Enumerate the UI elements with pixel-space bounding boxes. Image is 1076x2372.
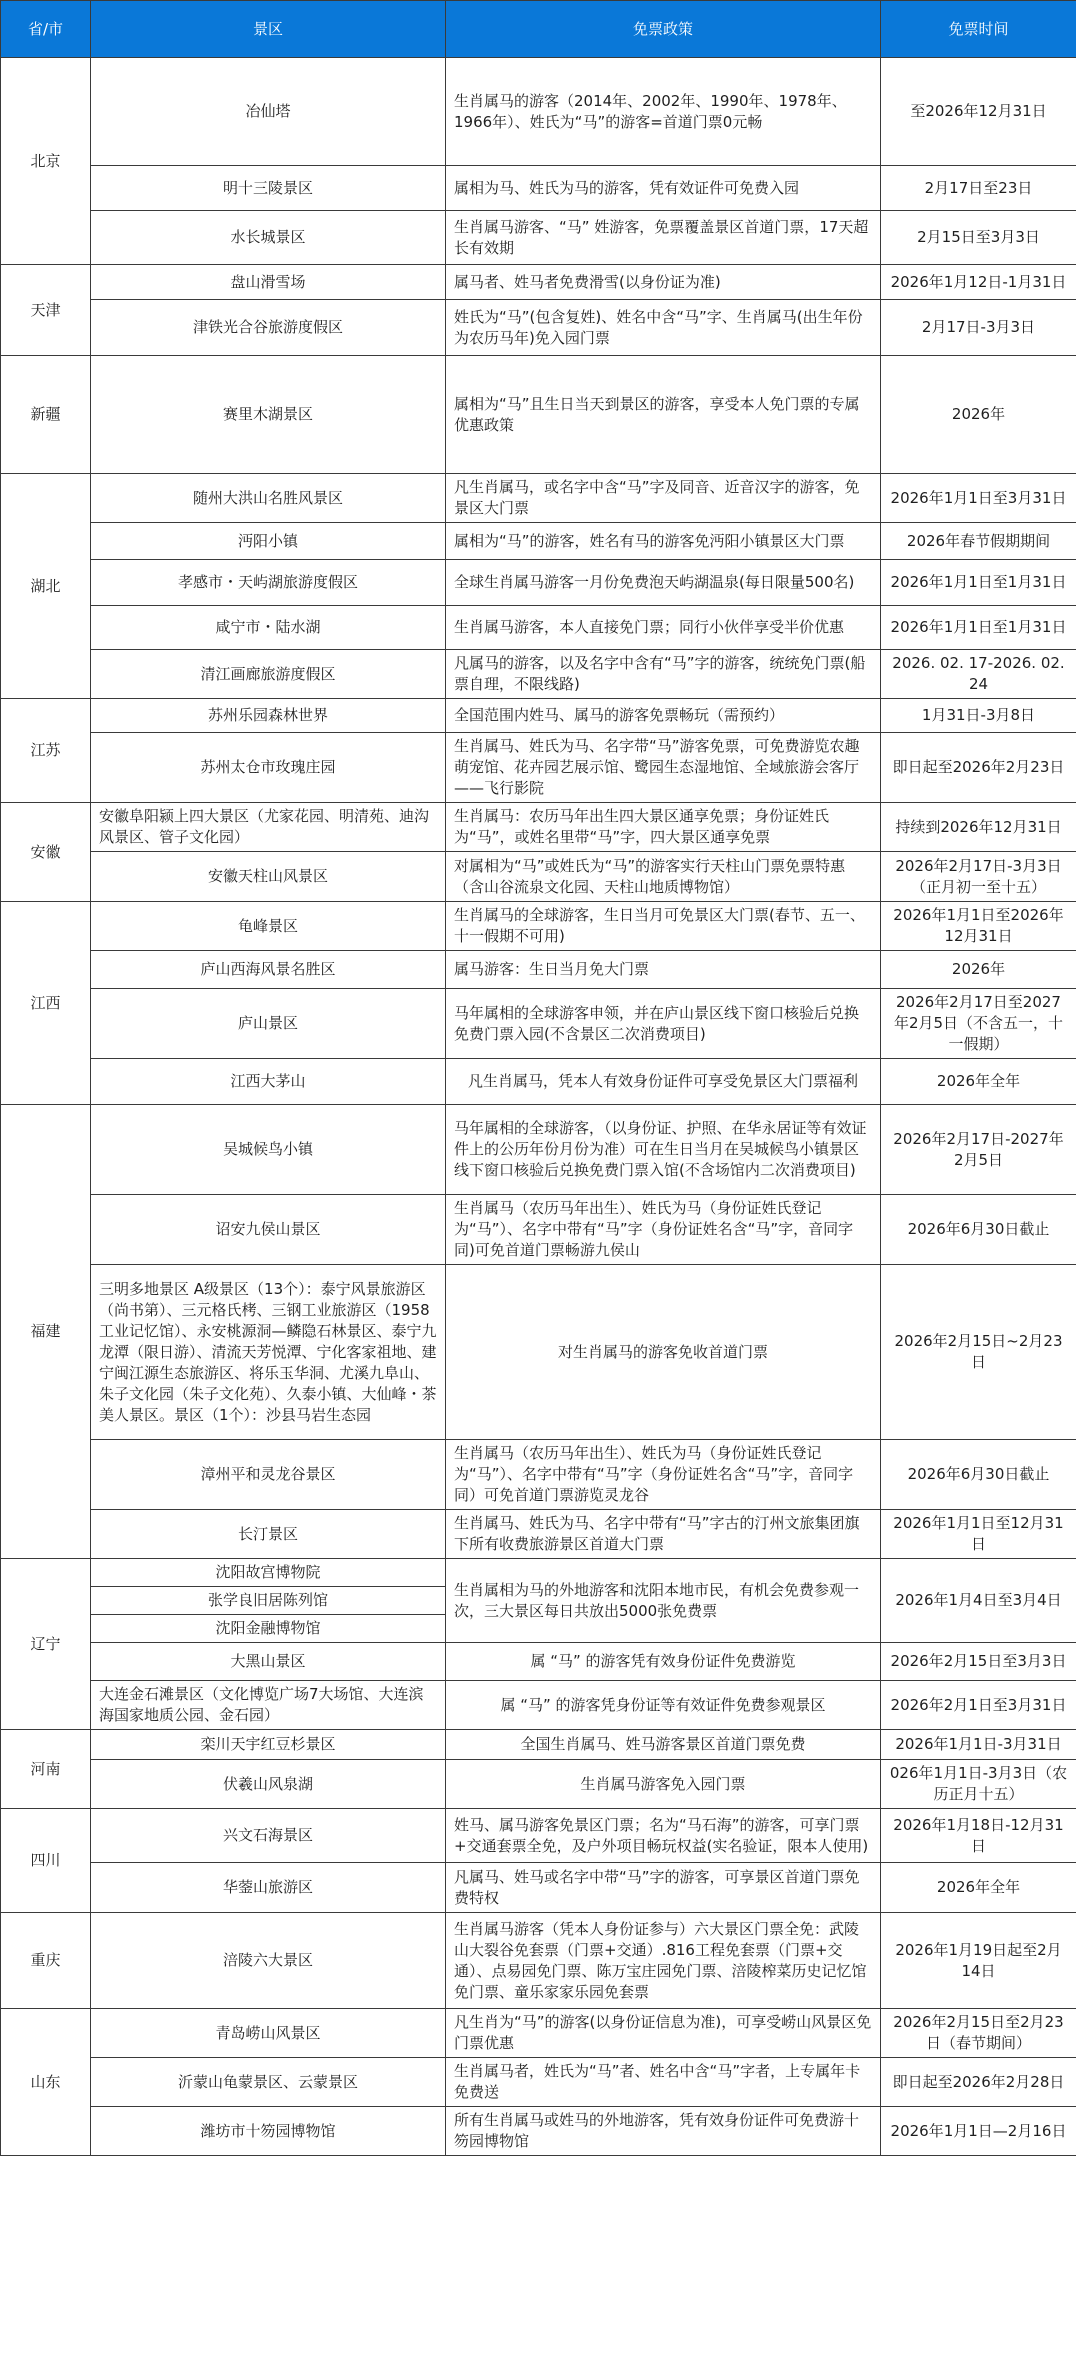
policy-cell: 属马游客：生日当月免大门票 [446, 951, 881, 989]
table-row [1, 650, 1076, 699]
province-cell: 福建 [1, 1105, 91, 1559]
policy-cell: 马年属相的全球游客申领，并在庐山景区线下窗口核验后兑换免费门票入园(不含景区二次消费项目) [446, 989, 881, 1059]
table-body [1, 58, 1076, 2156]
policy-cell: 属 “马” 的游客凭身份证等有效证件免费参观景区 [446, 1681, 881, 1730]
scenic-cell: 张学良旧居陈列馆 [91, 1587, 446, 1615]
policy-cell: 生肖属马游客（凭本人身份证参与）六大景区门票全免：武陵山大裂谷免套票（门票+交通）.816工程免套票（门票+交通）、点易园免门票、陈万宝庄园免门票、涪陵榨菜历史记忆馆免门票、童乐家家乐园免套票 [446, 1913, 881, 2009]
time-cell: 2026年1月19日起至2月14日 [881, 1913, 1076, 2009]
time-cell: 至2026年12月31日 [881, 58, 1076, 166]
time-cell: 2月17日至23日 [881, 166, 1076, 211]
scenic-cell: 栾川天宇红豆杉景区 [91, 1730, 446, 1760]
table-row [1, 803, 1076, 852]
scenic-cell: 赛里木湖景区 [91, 356, 446, 474]
policy-cell: 属马者、姓马者免费滑雪(以身份证为准) [446, 265, 881, 300]
time-cell: 即日起至2026年2月28日 [881, 2058, 1076, 2107]
table-row [1, 1681, 1076, 1730]
policy-cell: 全国生肖属马、姓马游客景区首道门票免费 [446, 1730, 881, 1760]
time-cell: 2026年1月4日至3月4日 [881, 1559, 1076, 1643]
scenic-cell: 庐山景区 [91, 989, 446, 1059]
policy-cell: 生肖属马游客、“马” 姓游客，免票覆盖景区首道门票，17天超长有效期 [446, 211, 881, 265]
table-row [1, 852, 1076, 902]
province-cell: 重庆 [1, 1913, 91, 2009]
time-cell: 2026年1月1日—2月16日 [881, 2107, 1076, 2156]
time-cell: 2026年2月15日~2月23日 [881, 1265, 1076, 1440]
scenic-cell: 沈阳金融博物馆 [91, 1615, 446, 1643]
scenic-cell: 伏羲山风泉湖 [91, 1760, 446, 1809]
table-row [1, 58, 1076, 166]
table-row [1, 989, 1076, 1059]
policy-cell: 属相为马、姓氏为马的游客，凭有效证件可免费入园 [446, 166, 881, 211]
time-cell: 2026年2月17日-2027年2月5日 [881, 1105, 1076, 1195]
time-cell: 2026年1月1日至3月31日 [881, 474, 1076, 523]
scenic-cell: 大黑山景区 [91, 1643, 446, 1681]
time-cell: 2月15日至3月3日 [881, 211, 1076, 265]
scenic-cell: 大连金石滩景区（文化博览广场7大场馆、大连滨海国家地质公园、金石园） [91, 1681, 446, 1730]
policy-cell: 属相为“马”的游客，姓名有马的游客免沔阳小镇景区大门票 [446, 523, 881, 560]
header-province: 省/市 [1, 1, 91, 58]
province-cell: 山东 [1, 2009, 91, 2156]
time-cell: 2026年全年 [881, 1863, 1076, 1913]
time-cell: 026年1月1日-3月3日（农历正月十五） [881, 1760, 1076, 1809]
scenic-cell: 涪陵六大景区 [91, 1913, 446, 2009]
scenic-cell: 孝感市・天屿湖旅游度假区 [91, 560, 446, 606]
policy-cell: 生肖属马、姓氏为马、名字带“马”游客免票，可免费游览农趣萌宠馆、花卉园艺展示馆、鹭园生态湿地馆、全域旅游会客厅——飞行影院 [446, 733, 881, 803]
scenic-cell: 咸宁市・陆水湖 [91, 606, 446, 650]
policy-cell: 凡生肖属马，凭本人有效身份证件可享受免景区大门票福利 [446, 1059, 881, 1105]
table-row [1, 1863, 1076, 1913]
province-cell: 河南 [1, 1730, 91, 1809]
scenic-cell: 三明多地景区 A级景区（13个）：泰宁风景旅游区（尚书第）、三元格氏栲、三钢工业旅游区（1958工业记忆馆）、永安桃源洞—鳞隐石林景区、泰宁九龙潭（限日游）、清流天芳悦潭、宁化客家祖地、建宁闽江源生态旅游区、将乐玉华洞、尤溪九阜山、朱子文化园（朱子文化苑）、久泰小镇、大仙峰・茶美人景区。景区（1个）：沙县马岩生态园 [91, 1265, 446, 1440]
table-row [1, 1559, 1076, 1587]
table-row [1, 1105, 1076, 1195]
table-row [1, 265, 1076, 300]
policy-cell: 对生肖属马的游客免收首道门票 [446, 1265, 881, 1440]
table-row [1, 606, 1076, 650]
province-cell: 江苏 [1, 699, 91, 803]
policy-cell: 凡属马、姓马或名字中带“马”字的游客，可享景区首道门票免费特权 [446, 1863, 881, 1913]
policy-cell: 全球生肖属马游客一月份免费泡天屿湖温泉(每日限量500名) [446, 560, 881, 606]
policy-cell: 姓马、属马游客免景区门票；名为“马石海”的游客，可享门票+交通套票全免，及户外项目畅玩权益(实名验证，限本人使用) [446, 1809, 881, 1863]
scenic-cell: 苏州太仓市玫瑰庄园 [91, 733, 446, 803]
scenic-cell: 漳州平和灵龙谷景区 [91, 1440, 446, 1510]
policy-cell: 生肖属相为马的外地游客和沈阳本地市民，有机会免费参观一次，三大景区每日共放出5000张免费票 [446, 1559, 881, 1643]
time-cell: 2026年春节假期期间 [881, 523, 1076, 560]
policy-cell: 生肖属马的游客（2014年、2002年、1990年、1978年、1966年）、姓氏为“马”的游客=首道门票0元畅 [446, 58, 881, 166]
header-scenic: 景区 [91, 1, 446, 58]
table-header-row [1, 1, 1076, 58]
time-cell: 2026年1月1日至1月31日 [881, 606, 1076, 650]
time-cell: 2026年1月1日至2026年12月31日 [881, 902, 1076, 951]
policy-cell: 属 “马” 的游客凭有效身份证件免费游览 [446, 1643, 881, 1681]
time-cell: 2026年2月17日至2027年2月5日（不含五一，十一假期） [881, 989, 1076, 1059]
scenic-cell: 潍坊市十笏园博物馆 [91, 2107, 446, 2156]
policy-cell: 所有生肖属马或姓马的外地游客，凭有效身份证件可免费游十笏园博物馆 [446, 2107, 881, 2156]
time-cell: 即日起至2026年2月23日 [881, 733, 1076, 803]
time-cell: 2026年6月30日截止 [881, 1440, 1076, 1510]
scenic-cell: 安徽阜阳颍上四大景区（尤家花园、明清苑、迪沟风景区、管子文化园） [91, 803, 446, 852]
scenic-cell: 长汀景区 [91, 1510, 446, 1559]
time-cell: 2026年2月15日至2月23日（春节期间） [881, 2009, 1076, 2058]
table-row [1, 1510, 1076, 1559]
time-cell: 2026年1月1日-3月31日 [881, 1730, 1076, 1760]
table-row [1, 951, 1076, 989]
province-cell: 新疆 [1, 356, 91, 474]
time-cell: 1月31日-3月8日 [881, 699, 1076, 733]
policy-cell: 生肖属马者，姓氏为“马”者、姓名中含“马”字者，上专属年卡免费送 [446, 2058, 881, 2107]
province-cell: 四川 [1, 1809, 91, 1913]
table-row [1, 1760, 1076, 1809]
table-row [1, 1059, 1076, 1105]
table-row [1, 211, 1076, 265]
scenic-cell: 沔阳小镇 [91, 523, 446, 560]
policy-cell: 凡生肖为“马”的游客(以身份证信息为准)，可享受崂山风景区免门票优惠 [446, 2009, 881, 2058]
province-cell: 北京 [1, 58, 91, 265]
time-cell: 2026年1月12日-1月31日 [881, 265, 1076, 300]
policy-cell: 生肖属马游客，本人直接免门票；同行小伙伴享受半价优惠 [446, 606, 881, 650]
scenic-cell: 清江画廊旅游度假区 [91, 650, 446, 699]
province-cell: 辽宁 [1, 1559, 91, 1730]
time-cell: 2026年1月18日-12月31日 [881, 1809, 1076, 1863]
header-time: 免票时间 [881, 1, 1076, 58]
policy-cell: 属相为“马”且生日当天到景区的游客，享受本人免门票的专属优惠政策 [446, 356, 881, 474]
policy-cell: 凡生肖属马，或名字中含“马”字及同音、近音汉字的游客，免景区大门票 [446, 474, 881, 523]
policy-cell: 生肖属马、姓氏为马、名字中带有“马”字古的汀州文旅集团旗下所有收费旅游景区首道大门票 [446, 1510, 881, 1559]
table-row [1, 523, 1076, 560]
table-row [1, 1265, 1076, 1440]
scenic-cell: 兴文石海景区 [91, 1809, 446, 1863]
province-cell: 湖北 [1, 474, 91, 699]
table-row [1, 1195, 1076, 1265]
province-cell: 江西 [1, 902, 91, 1105]
scenic-cell: 明十三陵景区 [91, 166, 446, 211]
time-cell: 2月17日-3月3日 [881, 300, 1076, 356]
policy-cell: 生肖属马游客免入园门票 [446, 1760, 881, 1809]
time-cell: 2026年1月1日至1月31日 [881, 560, 1076, 606]
time-cell: 2026年2月1日至3月31日 [881, 1681, 1076, 1730]
province-cell: 安徽 [1, 803, 91, 902]
policy-cell: 生肖属马的全球游客，生日当月可免景区大门票(春节、五一、十一假期不可用) [446, 902, 881, 951]
time-cell: 2026年全年 [881, 1059, 1076, 1105]
scenic-cell: 冶仙塔 [91, 58, 446, 166]
time-cell: 2026年2月15日至3月3日 [881, 1643, 1076, 1681]
scenic-cell: 诏安九侯山景区 [91, 1195, 446, 1265]
scenic-cell: 津铁光合谷旅游度假区 [91, 300, 446, 356]
scenic-cell: 水长城景区 [91, 211, 446, 265]
scenic-cell: 龟峰景区 [91, 902, 446, 951]
scenic-cell: 江西大茅山 [91, 1059, 446, 1105]
time-cell: 持续到2026年12月31日 [881, 803, 1076, 852]
table-row [1, 733, 1076, 803]
time-cell: 2026年6月30日截止 [881, 1195, 1076, 1265]
scenic-cell: 华蓥山旅游区 [91, 1863, 446, 1913]
scenic-cell: 庐山西海风景名胜区 [91, 951, 446, 989]
time-cell: 2026年2月17日-3月3日（正月初一至十五） [881, 852, 1076, 902]
scenic-cell: 安徽天柱山风景区 [91, 852, 446, 902]
policy-cell: 生肖属马：农历马年出生四大景区通享免票；身份证姓氏为“马”，或姓名里带“马”字，四大景区通享免票 [446, 803, 881, 852]
table-row [1, 1809, 1076, 1863]
header-policy: 免票政策 [446, 1, 881, 58]
time-cell: 2026年1月1日至12月31日 [881, 1510, 1076, 1559]
table-row [1, 166, 1076, 211]
scenic-cell: 青岛崂山风景区 [91, 2009, 446, 2058]
scenic-cell: 盘山滑雪场 [91, 265, 446, 300]
policy-cell: 凡属马的游客，以及名字中含有“马”字的游客，统统免门票(船票自理，不限线路) [446, 650, 881, 699]
policy-cell: 马年属相的全球游客，（以身份证、护照、在华永居证等有效证件上的公历年份月份为准）可在生日当月在吴城候鸟小镇景区线下窗口核验后兑换免费门票入馆(不含场馆内二次消费项目) [446, 1105, 881, 1195]
time-cell: 2026. 02. 17-2026. 02. 24 [881, 650, 1076, 699]
scenic-cell: 沂蒙山龟蒙景区、云蒙景区 [91, 2058, 446, 2107]
time-cell: 2026年 [881, 951, 1076, 989]
table-row [1, 2009, 1076, 2058]
table-row [1, 300, 1076, 356]
table-row [1, 1643, 1076, 1681]
policy-cell: 姓氏为“马”(包含复姓)、姓名中含“马”字、生肖属马(出生年份为农历马年)免入园门票 [446, 300, 881, 356]
table-row [1, 1440, 1076, 1510]
scenic-cell: 沈阳故宫博物院 [91, 1559, 446, 1587]
scenic-cell: 苏州乐园森林世界 [91, 699, 446, 733]
scenic-cell: 随州大洪山名胜风景区 [91, 474, 446, 523]
table-row [1, 902, 1076, 951]
policy-cell: 生肖属马（农历马年出生）、姓氏为马（身份证姓氏登记为“马”）、名字中带有“马”字（身份证姓名含“马”字，音同字同)可免首道门票畅游九侯山 [446, 1195, 881, 1265]
table-row [1, 2107, 1076, 2156]
policy-cell: 生肖属马（农历马年出生）、姓氏为马（身份证姓氏登记为“马”）、名字中带有“马”字（身份证姓名含“马”字，音同字同）可免首道门票游览灵龙谷 [446, 1440, 881, 1510]
table-row [1, 1913, 1076, 2009]
policy-cell: 对属相为“马”或姓氏为“马”的游客实行天柱山门票免票特惠（含山谷流泉文化园、天柱山地质博物馆） [446, 852, 881, 902]
table-row [1, 2058, 1076, 2107]
table-row [1, 560, 1076, 606]
scenic-cell: 吴城候鸟小镇 [91, 1105, 446, 1195]
table-row [1, 474, 1076, 523]
table-row [1, 1730, 1076, 1760]
table-row [1, 356, 1076, 474]
time-cell: 2026年 [881, 356, 1076, 474]
province-cell: 天津 [1, 265, 91, 356]
policy-cell: 全国范围内姓马、属马的游客免票畅玩（需预约） [446, 699, 881, 733]
table-row [1, 699, 1076, 733]
